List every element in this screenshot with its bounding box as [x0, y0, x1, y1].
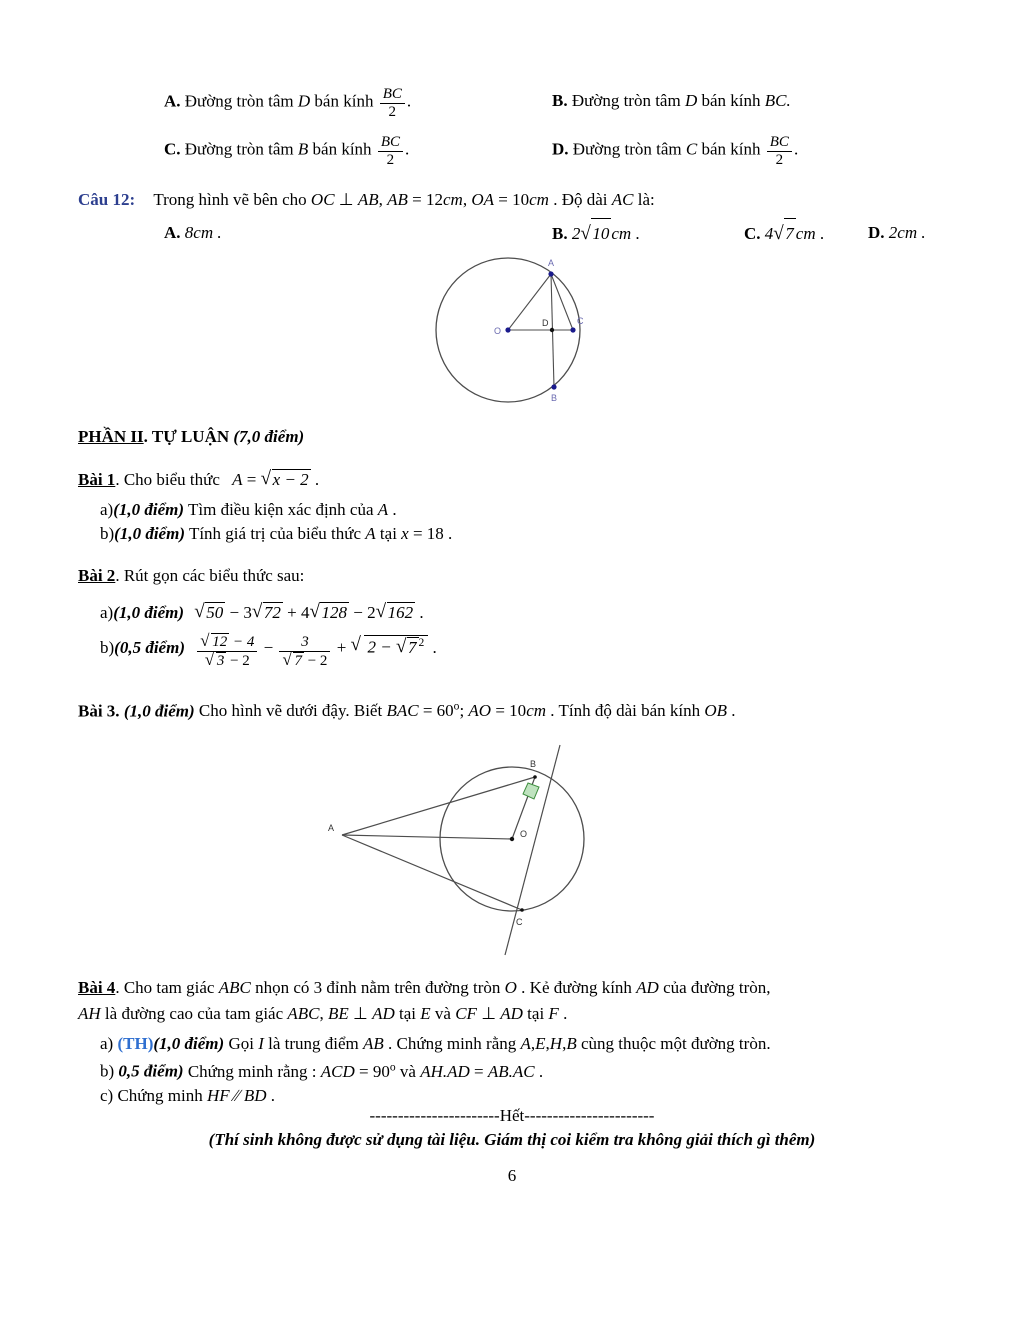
- label-a: A: [328, 823, 335, 834]
- q12-option-c[interactable]: [744, 218, 824, 249]
- bai-4-part-a: [78, 1034, 946, 1054]
- bai-1-a-text: Tìm điều kiện xác định của A .: [188, 500, 397, 519]
- option-a-tail: .: [406, 91, 412, 111]
- right-angle-marker: [523, 783, 539, 799]
- q12-option-d[interactable]: [868, 218, 926, 248]
- label-b: B: [530, 759, 537, 770]
- part-2-title: [78, 427, 946, 447]
- q12-option-d-label: D.: [868, 223, 885, 242]
- bai-4-label: Bài 4: [78, 978, 116, 998]
- bai-2-part-b: [78, 633, 946, 670]
- bai-3-text: Cho hình vẽ dưới đậy. Biết BAC = $60^o$; AO = 10cm . Tính độ dài bán kính OB .: [198, 699, 736, 721]
- segment-ao: [342, 835, 512, 839]
- q12-option-a-label: A.: [164, 223, 181, 242]
- tangent-line: [505, 745, 560, 955]
- label-b: B: [551, 393, 558, 403]
- bai-3-points: (1,0 điểm): [123, 701, 195, 721]
- question-12-number: Câu 12:: [78, 190, 136, 209]
- bai-2-label: Bài 2: [78, 566, 116, 585]
- bai-4-part-c: [78, 1086, 946, 1106]
- bai-3: [78, 700, 946, 722]
- label-o: O: [520, 829, 528, 840]
- bai-2-part-a: [78, 602, 946, 623]
- bai-2-a-expression: √ 50 − 3 √ 72 + 4 √ 128 − 2 √ 162 .: [194, 603, 423, 622]
- bai-4-a-tag: (TH): [117, 1034, 154, 1054]
- q12-option-c-label: C.: [744, 224, 761, 243]
- bai-4-c-key: c): [100, 1085, 114, 1105]
- bai-4-line-1: . Cho tam giác ABC nhọn có 3 đỉnh nằm trên đường tròn O . Kẻ đường kính AD của đường tròn,: [115, 978, 771, 998]
- option-d-fraction: $\frac{BC}{2}$: [767, 134, 792, 169]
- label-a: A: [548, 258, 555, 268]
- point-b: [551, 384, 556, 389]
- bai-4-b-key: b): [100, 1061, 115, 1081]
- bai-2: [78, 566, 946, 586]
- q12-option-b-value: 2 √ 10 cm .: [572, 224, 640, 243]
- bai-4-b-text: Chứng minh rằng : ACD = $90^o$ và AH.AD = AB.AC .: [187, 1060, 544, 1081]
- label-c: C: [516, 917, 523, 928]
- question-12-figure-wrap: [78, 258, 946, 413]
- label-d: D: [542, 318, 549, 328]
- page-content: [78, 86, 946, 1186]
- option-d[interactable]: [552, 134, 798, 169]
- question-12-stem-text: Trong hình vẽ bên cho OC ⊥ AB, AB = 12cm, OA = 10cm . Độ dài AC là:: [153, 190, 655, 209]
- option-b-label: B.: [552, 91, 568, 110]
- label-c: C: [577, 316, 584, 326]
- bai-1-part-b: [78, 524, 946, 544]
- q12-option-b-label: B.: [552, 224, 568, 243]
- bai-1-lead: . Cho biểu thức: [115, 470, 220, 489]
- q12-option-d-value: 2cm .: [888, 223, 926, 242]
- bai-4-line-2: AH là đường cao của tam giác ABC, BE ⊥ AD tại E và CF ⊥ AD tại F .: [78, 1003, 568, 1023]
- point-o: [505, 327, 510, 332]
- bai-4-a-points: (1,0 điểm): [153, 1034, 225, 1054]
- option-c-label: C.: [164, 139, 181, 159]
- bai-1-a-key: a): [100, 500, 114, 519]
- bai-2-a-points: (1,0 điểm): [113, 603, 185, 622]
- bai-1-b-points: (1,0 điểm): [114, 524, 185, 543]
- bai-4-part-b: [78, 1060, 946, 1082]
- option-d-label: D.: [552, 139, 569, 159]
- bai-4-b-points: 0,5 điểm): [118, 1061, 184, 1081]
- option-c-fraction: $\frac{BC}{2}$: [378, 134, 403, 169]
- q12-option-a-value: 8cm .: [184, 223, 222, 242]
- bai-2-lead: . Rút gọn các biểu thức sau:: [115, 566, 305, 585]
- q12-option-a[interactable]: [164, 218, 222, 248]
- bai-1-label: Bài 1: [78, 470, 116, 489]
- option-c-text: Đường tròn tâm B bán kính: [184, 139, 376, 159]
- point-c: [520, 908, 524, 912]
- option-d-tail: .: [793, 139, 799, 159]
- part-2-label: PHẦN II: [78, 427, 144, 446]
- bai-4-c-text: Chứng minh HF ∕∕ BD .: [117, 1085, 275, 1105]
- bai-1-a-points: (1,0 điểm): [113, 500, 185, 519]
- option-c[interactable]: [164, 134, 409, 169]
- option-c-tail: .: [404, 139, 410, 159]
- bai-4-a-text: Gọi I là trung điểm AB . Chứng minh rằng A,E,H,B cùng thuộc một đường tròn.: [228, 1034, 771, 1054]
- question-12-circle-figure: [408, 252, 648, 412]
- bai-1-b-key: b): [100, 524, 115, 543]
- bai-4: [78, 975, 946, 1026]
- bai-4-a-key: a): [100, 1034, 114, 1054]
- point-a: [548, 271, 553, 276]
- point-o: [510, 837, 514, 841]
- q12-option-c-value: 4 √ 7 cm .: [765, 224, 824, 243]
- footer-separator: -----------------------Hết-----------------------: [369, 1105, 655, 1125]
- bai-3-figure-wrap: [78, 721, 946, 959]
- point-c: [570, 327, 575, 332]
- option-a-fraction: $\frac{BC}{2}$: [380, 86, 405, 121]
- bai-1: [78, 469, 946, 490]
- option-a-label: A.: [164, 91, 181, 111]
- point-b: [533, 775, 537, 779]
- bai-3-tangent-circle-figure: [320, 727, 640, 957]
- point-d: [550, 328, 554, 332]
- page-number: 6: [507, 1165, 517, 1185]
- option-d-text: Đường tròn tâm C bán kính: [572, 139, 765, 159]
- answer-options-row-cd: [78, 134, 946, 184]
- segment-ac: [342, 835, 522, 910]
- q12-option-b[interactable]: [552, 218, 640, 249]
- bai-1-expression: A = √ x − 2 .: [232, 470, 319, 489]
- option-a-text: Đường tròn tâm D bán kính: [184, 91, 378, 111]
- bai-2-b-points: (0,5 điểm): [114, 637, 185, 657]
- bai-2-b-key: b): [100, 637, 115, 657]
- label-o: O: [494, 326, 502, 336]
- option-b-text: Đường tròn tâm D bán kính BC.: [571, 91, 791, 110]
- footer-note: (Thí sinh không được sử dụng tài liệu. Giám thị coi kiểm tra không giải thích gì thêm): [208, 1129, 816, 1149]
- bai-1-part-a: [78, 500, 946, 520]
- bai-1-b-text: Tính giá trị của biểu thức A tại x = 18 .: [188, 524, 453, 543]
- option-a[interactable]: [164, 86, 411, 121]
- bai-2-b-expression: √ 12 − 4 √ 3 − 2 − 3 √ 7 − 2 + √ 2 − √ 7 $^2$ .: [195, 638, 437, 657]
- bai-3-label: Bài 3.: [78, 701, 120, 721]
- bai-2-a-key: a): [100, 603, 114, 622]
- answer-options-row-ab: [78, 86, 946, 134]
- question-12-stem: [78, 190, 946, 210]
- segment-ab: [342, 777, 535, 835]
- option-b[interactable]: [552, 86, 791, 116]
- part-2-points: (7,0 điểm): [233, 427, 305, 446]
- part-2-title-rest: . TỰ LUẬN: [143, 427, 230, 446]
